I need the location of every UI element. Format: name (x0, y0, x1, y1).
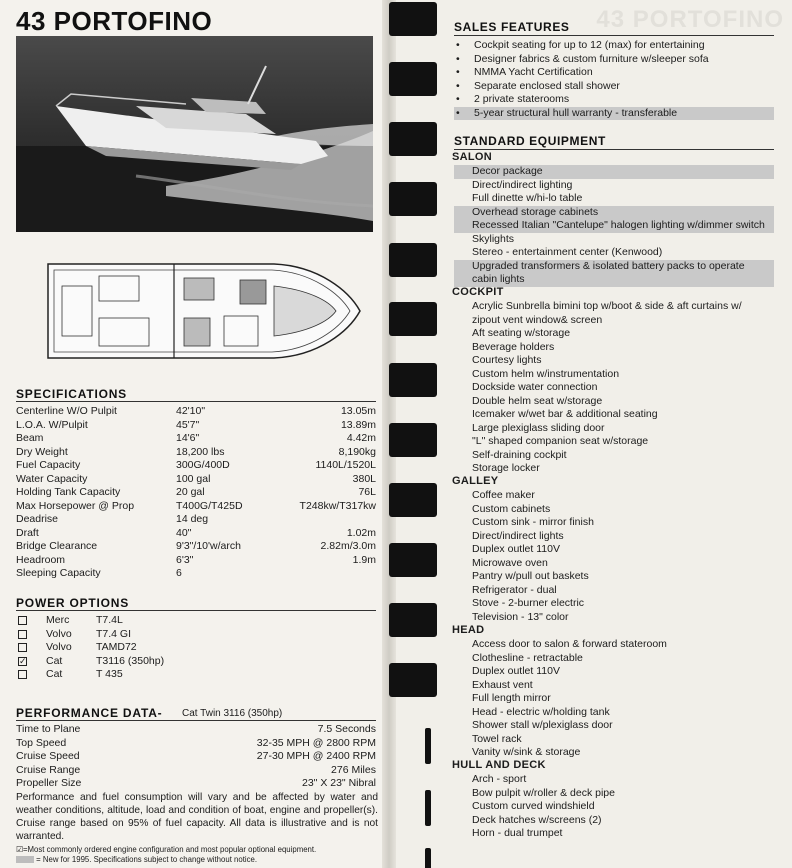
performance-label: Propeller Size (16, 777, 82, 789)
equipment-item: Beverage holders (472, 340, 555, 353)
page-title: 43 PORTOFINO (16, 6, 213, 36)
spec-label: Sleeping Capacity (16, 567, 101, 579)
binding-ring (425, 848, 431, 868)
checked-checkbox-icon: ✓ (19, 655, 27, 666)
performance-label: Top Speed (16, 736, 67, 749)
power-option-row (18, 614, 218, 628)
equipment-item: cabin lights (454, 273, 774, 287)
spec-row (16, 500, 376, 514)
equipment-item: Double helm seat w/storage (472, 394, 603, 407)
performance-value: 276 Miles (331, 763, 376, 776)
spec-label: Water Capacity (16, 472, 88, 485)
equipment-item: Skylights (472, 232, 515, 245)
spec-imperial: 300G/400D (176, 459, 230, 471)
power-brand: Cat (46, 668, 63, 680)
spec-metric: 76L (358, 486, 376, 498)
equipment-item: Custom sink - mirror finish (472, 516, 594, 528)
equipment-item: Acrylic Sunbrella bimini top w/boot & side & aft curtains w/ (472, 300, 742, 312)
spec-row (16, 513, 376, 527)
equipment-item: Custom curved windshield (472, 800, 595, 812)
boat-photo-image (16, 36, 373, 232)
spec-metric: 2.82m/3.0m (320, 540, 376, 552)
spec-label: Deadrise (16, 513, 59, 525)
power-option-row (18, 655, 218, 669)
equipment-item: Recessed Italian "Cantelupe" halogen lighting w/dimmer switch (454, 219, 774, 233)
performance-value: 27-30 MPH @ 2400 RPM (256, 750, 376, 762)
power-brand: Cat (46, 654, 63, 667)
spec-label: Headroom (16, 553, 66, 566)
binding-ring (389, 302, 437, 336)
bullet-icon: • (456, 52, 460, 65)
spec-row (16, 473, 376, 487)
equipment-item: Self-draining cockpit (472, 448, 567, 461)
performance-row (16, 777, 376, 791)
spec-imperial: 100 gal (176, 472, 211, 485)
equipment-item: Decor package (454, 165, 774, 179)
equipment-item: Duplex outlet 110V (472, 665, 560, 677)
equipment-item: Direct/indirect lights (472, 529, 564, 542)
equipment-item: "L" shaped companion seat w/storage (472, 435, 649, 447)
category-galley: GALLEY (452, 475, 499, 487)
divider (454, 149, 774, 150)
performance-row (16, 737, 376, 751)
equipment-item: Courtesy lights (472, 354, 542, 366)
binding-ring (425, 728, 431, 764)
checkbox-icon (18, 616, 27, 625)
binding-ring (389, 363, 437, 397)
spec-metric: 1.02m (346, 526, 376, 539)
sales-feature-item: • NMMA Yacht Certification (456, 66, 593, 78)
equipment-item: Arch - sport (472, 773, 527, 785)
spec-label: Holding Tank Capacity (16, 486, 121, 498)
performance-row (16, 764, 376, 778)
performance-label: Time to Plane (16, 723, 81, 735)
sales-feature-item: • Designer fabrics & custom furniture w/sleeper sofa (456, 52, 709, 65)
spec-imperial: 14 deg (176, 513, 209, 525)
divider (16, 610, 376, 611)
power-model: TAMD72 (96, 641, 137, 653)
boat-photo (16, 36, 373, 232)
power-model: T3116 (350hp) (96, 654, 165, 667)
divider (16, 401, 376, 402)
equipment-item: Full dinette w/hi-lo table (472, 192, 583, 204)
sales-feature-item: • Cockpit seating for up to 12 (max) for entertaining (456, 39, 705, 51)
power-brand: Merc (46, 614, 70, 626)
binding-ring (389, 62, 437, 96)
equipment-item: Custom cabinets (472, 502, 551, 515)
equipment-item: Custom helm w/instrumentation (472, 367, 620, 380)
specifications-heading: SPECIFICATIONS (16, 387, 127, 401)
equipment-item: Horn - dual trumpet (472, 827, 563, 839)
performance-label: Cruise Range (16, 763, 81, 776)
spec-metric: 1140L/1520L (315, 459, 376, 471)
performance-value: 23" X 23" Nibral (302, 777, 376, 789)
spec-imperial: 20 gal (176, 486, 205, 498)
spec-label: Draft (16, 526, 39, 539)
binding-ring (389, 603, 437, 637)
binding-ring (389, 423, 437, 457)
power-model: T7.4 GI (96, 627, 132, 640)
sales-feature-item: • 5-year structural hull warranty - transferable (454, 107, 774, 121)
equipment-item: Icemaker w/wet bar & additional seating (472, 408, 658, 420)
performance-value: 32-35 MPH @ 2800 RPM (256, 736, 376, 749)
sales-feature-item: • 2 private staterooms (456, 93, 570, 105)
spec-imperial: 18,200 lbs (176, 445, 225, 458)
spec-metric: 380L (352, 472, 376, 485)
spec-metric: 8,190kg (338, 445, 376, 458)
spec-imperial: 45'7" (176, 418, 200, 431)
spec-metric: T248kw/T317kw (299, 499, 376, 512)
performance-row (16, 750, 376, 764)
spec-row (16, 459, 376, 473)
equipment-item: zipout vent window& screen (472, 313, 603, 326)
binding-ring (389, 483, 437, 517)
spec-row (16, 405, 376, 419)
power-model: T 435 (96, 668, 123, 680)
equipment-item: Television - 13" color (472, 610, 569, 623)
spec-metric: 1.9m (352, 553, 376, 566)
equipment-item: Exhaust vent (472, 678, 533, 691)
divider (16, 720, 376, 721)
spec-imperial: 42'10" (176, 405, 206, 417)
spec-label: Centerline W/O Pulpit (16, 405, 117, 417)
divider (454, 35, 774, 36)
performance-value: 7.5 Seconds (317, 723, 376, 735)
spec-row (16, 540, 376, 554)
equipment-item: Aft seating w/storage (472, 327, 571, 339)
category-cockpit: COCKPIT (452, 286, 504, 298)
equipment-item: Microwave oven (472, 556, 548, 569)
sales-feature-item: • Separate enclosed stall shower (456, 79, 620, 92)
spec-row (16, 432, 376, 446)
power-option-row (18, 628, 218, 642)
power-options-heading: POWER OPTIONS (16, 596, 130, 610)
equipment-item: Full length mirror (472, 692, 551, 704)
power-brand: Volvo (46, 627, 72, 640)
performance-label: Cruise Speed (16, 750, 80, 762)
equipment-item: Coffee maker (472, 489, 535, 501)
checkbox-icon (18, 643, 27, 652)
performance-engine: Cat Twin 3116 (350hp) (182, 708, 283, 719)
category-salon: SALON (452, 151, 492, 163)
spec-label: Dry Weight (16, 445, 68, 458)
sales-features-heading: SALES FEATURES (454, 20, 570, 34)
equipment-item: Access door to salon & forward stateroom (472, 638, 667, 650)
bullet-icon: • (456, 39, 460, 51)
spec-metric: 4.42m (346, 432, 376, 444)
equipment-item: Towel rack (472, 732, 522, 745)
equipment-item: Upgraded transformers & isolated battery packs to operate (454, 260, 774, 274)
power-option-row (18, 668, 218, 682)
equipment-item: Overhead storage cabinets (454, 206, 774, 220)
deck-plan-drawing (44, 256, 362, 366)
equipment-item: Large plexiglass sliding door (472, 421, 605, 434)
spec-metric: 13.89m (340, 418, 376, 431)
spec-row (16, 446, 376, 460)
checkbox-icon (18, 630, 27, 639)
spec-imperial: 6'3" (176, 553, 194, 566)
power-brand: Volvo (46, 641, 72, 653)
spec-row (16, 486, 376, 500)
equipment-item: Head - electric w/holding tank (472, 705, 610, 718)
spec-row (16, 554, 376, 568)
spec-imperial: 9'3"/10'w/arch (176, 540, 241, 552)
bullet-icon: • (456, 79, 460, 92)
equipment-item: Stereo - entertainment center (Kenwood) (472, 246, 663, 258)
binding-ring (389, 182, 437, 216)
equipment-item: Bow pulpit w/roller & deck pipe (472, 786, 615, 799)
spec-row (16, 567, 376, 581)
category-head: HEAD (452, 624, 485, 636)
equipment-item: Refrigerator - dual (472, 583, 557, 596)
power-model: T7.4L (96, 614, 123, 626)
binding-ring (389, 2, 437, 36)
spec-imperial: 40" (176, 526, 192, 539)
performance-row (16, 723, 376, 737)
spec-label: Bridge Clearance (16, 540, 98, 552)
equipment-item: Duplex outlet 110V (472, 543, 560, 555)
binding-ring (389, 663, 437, 697)
bullet-icon: • (456, 93, 460, 105)
binding-ring (389, 122, 437, 156)
spec-label: Beam (16, 432, 44, 444)
equipment-item: Dockside water connection (472, 381, 598, 393)
power-option-row (18, 641, 218, 655)
equipment-item: Stove - 2-burner electric (472, 597, 585, 609)
checked-checkbox-icon: ☑ (16, 845, 23, 854)
equipment-item: Vanity w/sink & storage (472, 746, 581, 758)
equipment-item: Clothesline - retractable (472, 651, 583, 664)
spec-imperial: 14'6" (176, 432, 200, 444)
equipment-item: Shower stall w/plexiglass door (472, 719, 613, 731)
bullet-icon: • (456, 106, 460, 119)
highlight-swatch (16, 856, 34, 863)
category-hull-and-deck: HULL AND DECK (452, 759, 546, 771)
performance-disclaimer: Performance and fuel consumption will vary and be affected by water and weather conditions, altitude, load and condition of boat, engine and propeller(s). Cruise range based on 95% of fuel capacity. All data is illustrative and is not warranted. (16, 792, 378, 842)
bleed-through-text: 43 PORTOFINO (596, 6, 784, 33)
standard-equipment-heading: STANDARD EQUIPMENT (454, 134, 606, 148)
spec-label: Max Horsepower @ Prop (16, 499, 135, 512)
spec-imperial: T400G/T425D (176, 499, 243, 512)
footnote-line-1: =Most commonly ordered engine configuration and most popular optional equipment. (23, 845, 317, 854)
spec-label: L.O.A. W/Pulpit (16, 418, 88, 431)
bullet-icon: • (456, 66, 460, 78)
equipment-item: Pantry w/pull out baskets (472, 570, 589, 582)
checkbox-icon (18, 670, 27, 679)
spec-row (16, 527, 376, 541)
deck-plan-image (44, 256, 362, 366)
binding-ring (425, 790, 431, 826)
equipment-item: Direct/indirect lighting (472, 178, 573, 191)
equipment-item: Storage locker (472, 462, 540, 474)
performance-heading: PERFORMANCE DATA- (16, 706, 163, 720)
binding-ring (389, 243, 437, 277)
footnote-line-2: = New for 1995. Specifications subject to change without notice. (36, 855, 257, 864)
spec-row (16, 419, 376, 433)
spec-imperial: 6 (176, 567, 182, 579)
binding-ring (389, 543, 437, 577)
spec-metric: 13.05m (340, 405, 376, 417)
spec-label: Fuel Capacity (16, 459, 81, 471)
equipment-item: Deck hatches w/screens (2) (472, 813, 602, 826)
footnote (16, 845, 378, 865)
